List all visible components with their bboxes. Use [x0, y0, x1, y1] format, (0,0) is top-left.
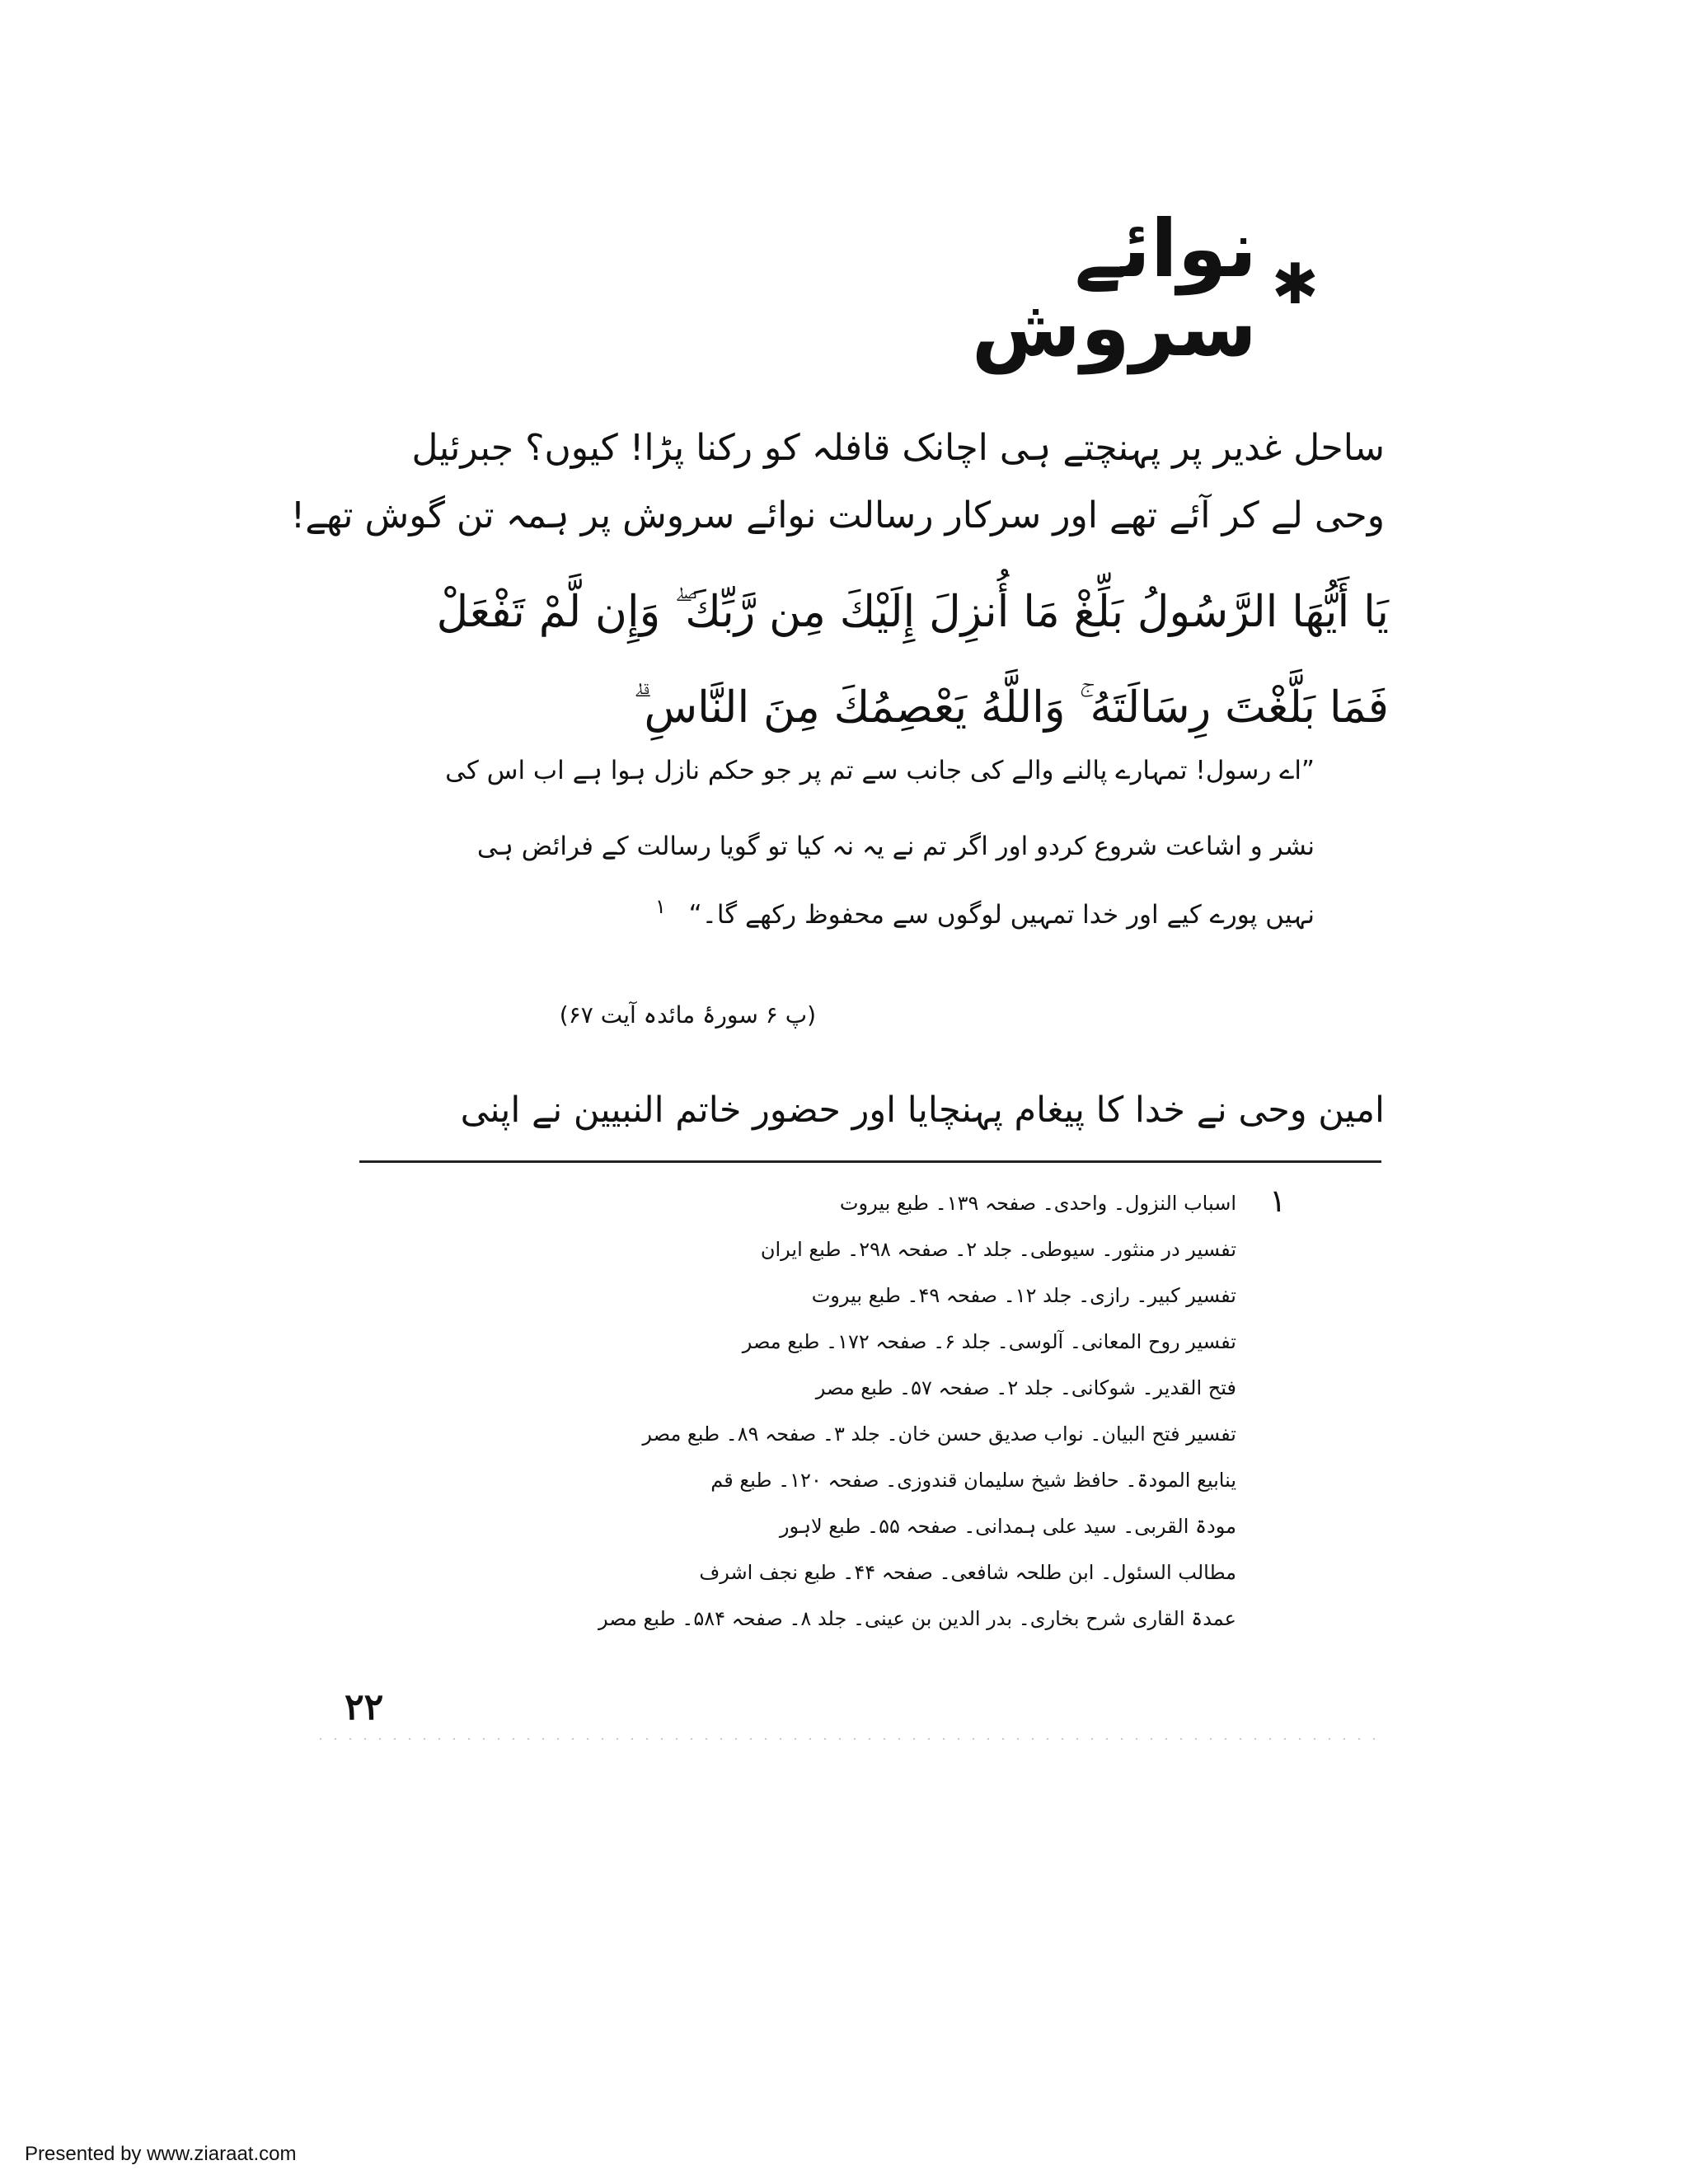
footnote-item: تفسیر فتح البیان۔ نواب صدیق حسن خان۔ جلد ۳۔ صفحہ ۸۹۔ طبع مصر	[642, 1422, 1236, 1446]
footnote-item: مطالب السئول۔ ابن طلحہ شافعی۔ صفحہ ۴۴۔ طبع نجف اشرف	[699, 1561, 1236, 1584]
footnote-item: اسباب النزول۔ واحدی۔ صفحہ ۱۳۹۔ طبع بیروت	[839, 1192, 1236, 1215]
star-icon: ✱	[1272, 252, 1319, 317]
closing-line: امین وحی نے خدا کا پیغام پہنچایا اور حضور خاتم النبیین نے اپنی	[460, 1090, 1385, 1131]
translation-line-3: نہیں پورے کیے اور خدا تمہیں لوگوں سے محفوظ رکھے گا۔“	[688, 900, 1315, 930]
footnote-item: تفسیر در منثور۔ سیوطی۔ جلد ۲۔ صفحہ ۲۹۸۔ طبع ایران	[760, 1238, 1236, 1261]
translation-footnote-mark: ۱	[655, 895, 666, 918]
quran-line-2: فَمَا بَلَّغْتَ رِسَالَتَهُ ۚ وَاللَّهُ يَعْصِمُكَ مِنَ النَّاسِ ۗ	[633, 682, 1389, 733]
footnote-item: تفسیر کبیر۔ رازی۔ جلد ۱۲۔ صفحہ ۴۹۔ طبع بیروت	[811, 1284, 1236, 1307]
translation-line-2: نشر و اشاعت شروع کردو اور اگر تم نے یہ نہ کیا تو گویا رسالت کے فرائض ہی	[476, 832, 1315, 861]
translation-line-1: ”اے رسول! تمہارے پالنے والے کی جانب سے تم پر جو حکم نازل ہوا ہے اب اس کی	[445, 756, 1315, 785]
footnote-item: فتح القدیر۔ شوکانی۔ جلد ۲۔ صفحہ ۵۷۔ طبع مصر	[815, 1376, 1236, 1399]
page-title-text: نوائے سروش	[971, 203, 1258, 374]
footnote-item: عمدۃ القاری شرح بخاری۔ بدر الدین بن عینی۔ جلد ۸۔ صفحہ ۵۸۴۔ طبع مصر	[598, 1607, 1236, 1630]
footnote-marker: ۱	[1269, 1183, 1287, 1219]
watermark: Presented by www.ziaraat.com	[25, 2143, 297, 2165]
page-number: ۲۲	[345, 1686, 384, 1728]
footnotes-list	[528, 1180, 1236, 1642]
intro-line-1: ساحل غدیر پر پہنچتے ہی اچانک قافلہ کو رکنا پڑا! کیوں؟ جبرئیل	[411, 427, 1385, 469]
footnote-item: مودۃ القربی۔ سید علی ہمدانی۔ صفحہ ۵۵۔ طبع لاہور	[779, 1515, 1236, 1538]
scan-noise	[313, 1735, 1385, 1743]
footnote-item: ینابیع المودۃ۔ حافظ شیخ سلیمان قندوزی۔ صفحہ ۱۲۰۔ طبع قم	[710, 1469, 1236, 1492]
divider	[359, 1160, 1381, 1163]
verse-reference: (پ ۶ سورۂ مائدہ آیت ۶۷)	[559, 1001, 816, 1029]
intro-line-2: وحی لے کر آئے تھے اور سرکار رسالت نوائے سروش پر ہمہ تن گوش تھے!	[290, 494, 1385, 537]
footnote-item: تفسیر روح المعانی۔ آلوسی۔ جلد ۶۔ صفحہ ۱۷۲۔ طبع مصر	[742, 1330, 1236, 1353]
page-title	[857, 203, 1319, 374]
quran-line-1: يَا أَيُّهَا الرَّسُولُ بَلِّغْ مَا أُنزِلَ إِلَيْكَ مِن رَّبِّكَ ۖ وَإِن لَّمْ تَفْعَلْ	[436, 587, 1389, 637]
